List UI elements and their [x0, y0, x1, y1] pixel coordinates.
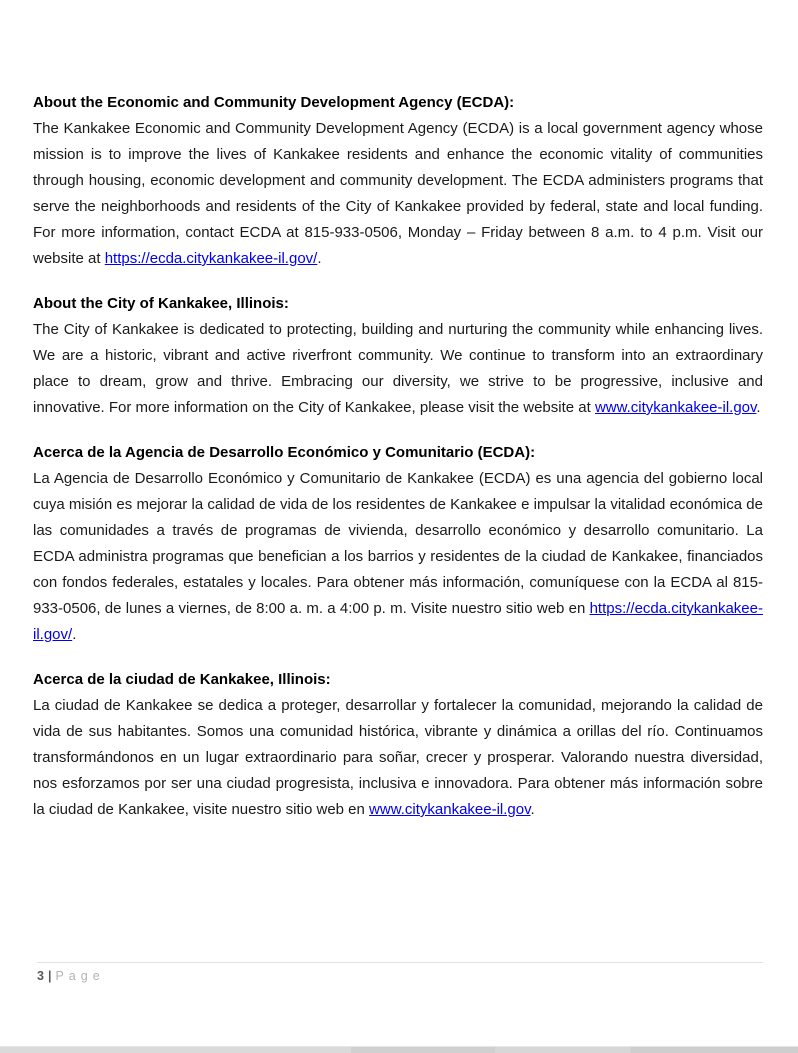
- section-paragraph-about-city-english: [33, 317, 763, 421]
- footer-separator: |: [47, 969, 52, 983]
- ecda-website-link-spanish[interactable]: https://ecda.citykankakee-il.gov/: [33, 600, 763, 643]
- section-heading-about-ecda-spanish: Acerca de la Agencia de Desarrollo Económico y Comunitario (ECDA):: [33, 444, 536, 461]
- section-about-ecda-english: [33, 90, 763, 272]
- paragraph-text: .: [530, 801, 535, 818]
- footer-divider: [37, 962, 763, 963]
- section-about-ecda-spanish: [33, 440, 763, 648]
- paragraph-text: .: [317, 250, 322, 267]
- paragraph-text: The City of Kankakee is dedicated to protecting, building and nurturing the community while enhancing lives. We are a historic, vibrant and active riverfront community. We continue to transform into an extraordinary place to dream, grow and thrive. Embracing our diversity, we strive to be progressive, inclusive and innovative. For more information on the City of Kankakee, please visit the website at: [33, 321, 763, 416]
- ecda-website-link-english[interactable]: https://ecda.citykankakee-il.gov/: [104, 250, 318, 267]
- paragraph-text: .: [756, 399, 761, 416]
- section-paragraph-about-ecda-english: [33, 116, 763, 272]
- section-heading-about-ecda-english: About the Economic and Community Development Agency (ECDA):: [33, 94, 515, 111]
- section-heading-about-city-english: About the City of Kankakee, Illinois:: [33, 295, 289, 312]
- section-about-city-english: [33, 291, 763, 421]
- paragraph-text: La ciudad de Kankakee se dedica a proteger, desarrollar y fortalecer la comunidad, mejorando la calidad de vida de sus habitantes. Somos una comunidad histórica, vibrante y dinámica a orillas del río. Continuamos transformándonos en un lugar extraordinario para soñar, crecer y prosperar. Valorando nuestra diversidad, nos esforzamos por ser una ciudad progresista, inclusiva e innovadora. Para obtener más información sobre la ciudad de Kankakee, visite nuestro sitio web en: [33, 697, 763, 818]
- footer-page-number: 3: [37, 969, 46, 983]
- page-footer: [37, 962, 763, 984]
- city-website-link-english[interactable]: www.citykankakee-il.gov: [594, 399, 757, 416]
- footer-page-label: Page: [55, 969, 105, 983]
- paragraph-text: La Agencia de Desarrollo Económico y Comunitario de Kankakee (ECDA) es una agencia del gobierno local cuya misión es mejorar la calidad de vida de los residentes de Kankakee e impulsar la vitalidad económica de las comunidades a través de programas de vivienda, desarrollo económico y desarrollo comunitario. La ECDA administra programas que benefician a los barrios y residentes de la ciudad de Kankakee, financiados con fondos federales, estatales y locales. Para obtener más información, comuníquese con la ECDA al 815-933-0506, de lunes a viernes, de 8:00 a. m. a 4:00 p. m. Visite nuestro sitio web en: [33, 470, 763, 617]
- footer-page-indicator: [37, 968, 763, 984]
- document-content: [33, 90, 763, 823]
- paragraph-text: The Kankakee Economic and Community Development Agency (ECDA) is a local government agency whose mission is to improve the lives of Kankakee residents and enhance the economic vitality of communities through housing, economic development and community development. The ECDA administers programs that serve the neighborhoods and residents of the City of Kankakee provided by federal, state and local funding. For more information, contact ECDA at 815-933-0506, Monday – Friday between 8 a.m. to 4 p.m. Visit our website at: [33, 120, 763, 267]
- paragraph-text: .: [72, 626, 77, 643]
- section-paragraph-about-city-spanish: [33, 693, 763, 823]
- page-bottom-edge: [0, 1046, 798, 1053]
- section-heading-about-city-spanish: Acerca de la ciudad de Kankakee, Illinois:: [33, 671, 331, 688]
- section-paragraph-about-ecda-spanish: [33, 466, 763, 648]
- section-about-city-spanish: [33, 667, 763, 823]
- city-website-link-spanish[interactable]: www.citykankakee-il.gov: [369, 801, 531, 818]
